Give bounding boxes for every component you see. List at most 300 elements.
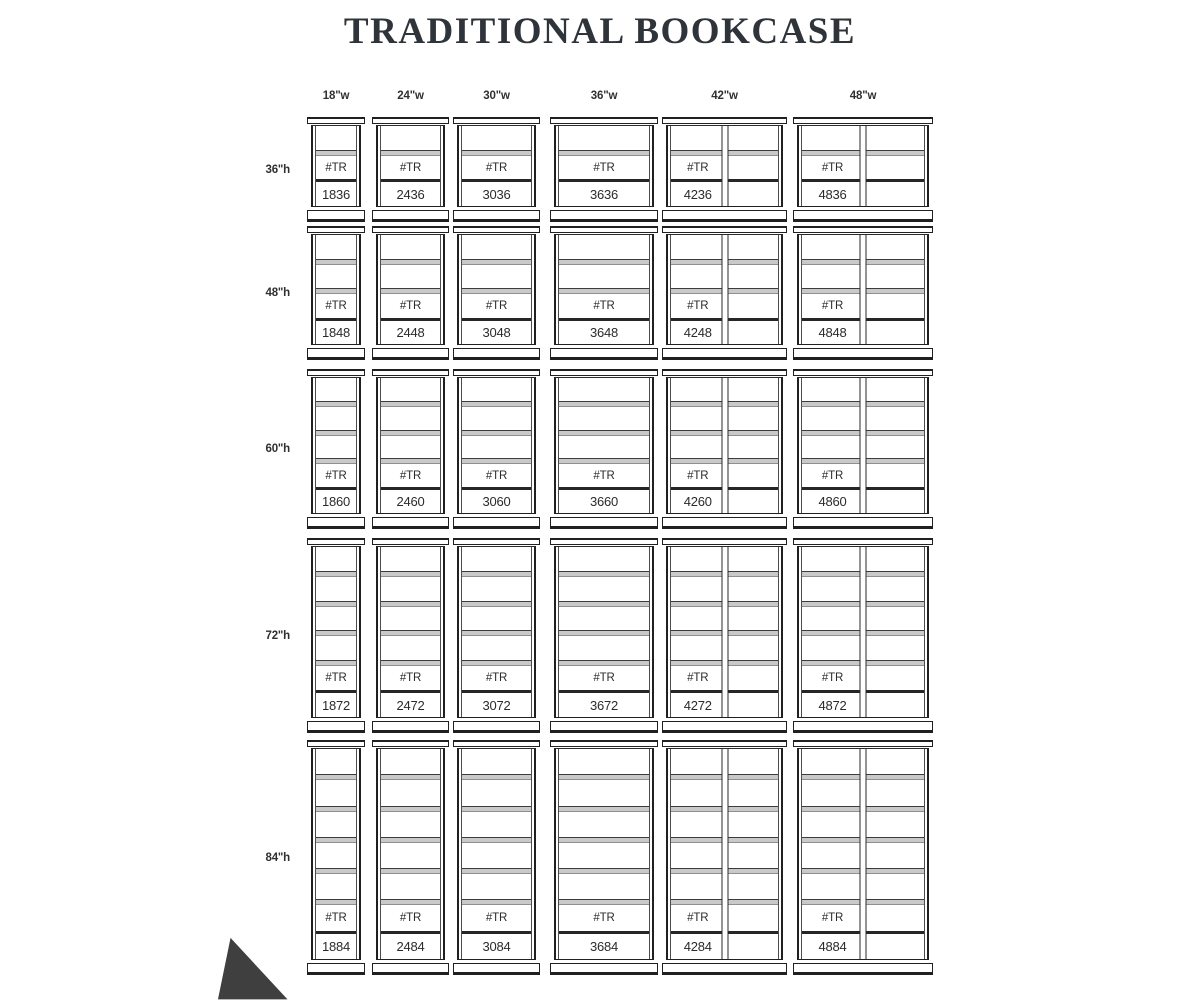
- shelf-section: [462, 294, 531, 318]
- model-number: 3660: [589, 494, 619, 510]
- bookcase-interior: [670, 749, 779, 959]
- shelf-section: [559, 636, 649, 660]
- bookcase-body: [554, 546, 654, 718]
- product-code-label: #TR: [821, 912, 844, 925]
- shelf-section: [381, 934, 440, 959]
- model-number: 4248: [683, 324, 712, 340]
- bookcase-base: [662, 721, 787, 733]
- bookcase-body: [311, 748, 361, 960]
- model-number: 4836: [818, 186, 847, 202]
- shelf-section: [462, 235, 531, 259]
- bookcase-top-cap: [307, 740, 365, 747]
- product-code-label: #TR: [687, 469, 709, 482]
- bookcase-top-cap: [453, 538, 540, 545]
- bookcase-4284: [662, 740, 787, 975]
- bookcase-top-cap: [372, 226, 449, 233]
- shelf-section: [559, 874, 649, 899]
- bookcase-top-cap: [662, 226, 787, 233]
- bookcase-base: [307, 721, 365, 733]
- bookcase-interior: [380, 235, 441, 344]
- shelf-section: [381, 378, 440, 401]
- bookcase-top-cap: [550, 117, 658, 124]
- shelf-section: [462, 321, 531, 345]
- shelf-section: [462, 182, 531, 206]
- shelf-section: [316, 321, 356, 345]
- model-number: 3084: [482, 938, 511, 954]
- shelf-section: [381, 905, 440, 930]
- shelf-section: [381, 547, 440, 571]
- bookcase-body: [376, 546, 445, 718]
- shelf-section: [316, 934, 356, 959]
- bookcase-base: [372, 721, 449, 733]
- bookcase-base: [793, 517, 933, 529]
- bookcase-interior: [315, 378, 357, 513]
- bookcase-4884: [793, 740, 933, 975]
- shelf-section: [462, 378, 531, 401]
- product-code-label: #TR: [325, 672, 347, 685]
- bookcase-interior: [670, 547, 779, 717]
- shelf-section: [559, 464, 649, 487]
- product-code-label: #TR: [593, 299, 615, 312]
- bookcase-interior: [558, 749, 650, 959]
- bookcase-body: [376, 234, 445, 345]
- shelf-section: [316, 874, 356, 899]
- shelf-section: [559, 693, 649, 717]
- bookcase-2472: [372, 538, 449, 733]
- bookcase-3672: [550, 538, 658, 733]
- bookcase-base: [372, 517, 449, 529]
- model-number: 1860: [321, 494, 351, 510]
- shelf-section: [559, 812, 649, 837]
- bookcase-interior: [558, 378, 650, 513]
- shelf-section: [462, 693, 531, 717]
- bookcase-body: [797, 748, 929, 960]
- bookcase-base: [453, 721, 540, 733]
- bookcase-interior: [801, 378, 925, 513]
- shelf-section: [462, 577, 531, 601]
- bookcase-interior: [315, 126, 357, 206]
- column-header-48w: 48"w: [849, 90, 877, 102]
- shelf-section: [462, 780, 531, 805]
- column-header-30w: 30"w: [483, 90, 510, 102]
- bookcase-base: [453, 517, 540, 529]
- shelf-section: [559, 436, 649, 459]
- shelf-section: [316, 607, 356, 631]
- bookcase-top-cap: [372, 740, 449, 747]
- column-header-18w: 18"w: [322, 90, 350, 102]
- bookcase-top-cap: [307, 538, 365, 545]
- bookcase-body: [376, 125, 445, 207]
- center-divider: [721, 235, 728, 344]
- shelf-section: [316, 156, 356, 180]
- shelf-section: [381, 874, 440, 899]
- shelf-section: [316, 577, 356, 601]
- product-code-label: #TR: [485, 161, 508, 174]
- shelf-section: [316, 749, 356, 774]
- bookcase-base: [453, 963, 540, 975]
- bookcase-body: [666, 546, 783, 718]
- shelf-section: [559, 490, 649, 513]
- shelf-section: [381, 780, 440, 805]
- center-divider: [860, 126, 867, 206]
- bookcase-body: [666, 125, 783, 207]
- bookcase-interior: [315, 547, 357, 717]
- shelf-section: [381, 577, 440, 601]
- shelf-section: [462, 490, 531, 513]
- shelf-section: [462, 666, 531, 690]
- bookcase-top-cap: [453, 226, 540, 233]
- shelf-section: [381, 436, 440, 459]
- bookcase-top-cap: [372, 538, 449, 545]
- bookcase-top-cap: [793, 740, 933, 747]
- model-number: 4284: [683, 938, 712, 954]
- bookcase-body: [797, 234, 929, 345]
- model-number: 4260: [683, 494, 712, 510]
- bookcase-base: [372, 210, 449, 222]
- bookcase-4272: [662, 538, 787, 733]
- shelf-section: [462, 464, 531, 487]
- shelf-section: [462, 874, 531, 899]
- bookcase-top-cap: [662, 538, 787, 545]
- product-code-label: #TR: [593, 912, 615, 925]
- bookcase-base: [662, 348, 787, 360]
- bookcase-body: [311, 546, 361, 718]
- shelf-section: [381, 666, 440, 690]
- shelf-section: [559, 235, 649, 259]
- bookcase-body: [457, 546, 536, 718]
- shelf-section: [462, 905, 531, 930]
- shelf-section: [316, 126, 356, 150]
- bookcase-interior: [461, 235, 532, 344]
- bookcase-base: [307, 963, 365, 975]
- bookcase-interior: [558, 547, 650, 717]
- bookcase-3648: [550, 226, 658, 360]
- shelf-section: [381, 749, 440, 774]
- bookcase-base: [372, 963, 449, 975]
- shelf-section: [381, 321, 440, 345]
- bookcase-base: [550, 517, 658, 529]
- shelf-section: [462, 934, 531, 959]
- center-divider: [721, 749, 728, 959]
- bookcase-interior: [670, 126, 779, 206]
- shelf-section: [462, 407, 531, 430]
- bookcase-4236: [662, 117, 787, 222]
- center-divider: [721, 126, 728, 206]
- bookcase-top-cap: [793, 369, 933, 376]
- bookcase-base: [793, 348, 933, 360]
- product-code-label: #TR: [325, 299, 347, 312]
- bookcase-1836: [307, 117, 365, 222]
- bookcase-3084: [453, 740, 540, 975]
- product-code-label: #TR: [485, 672, 508, 685]
- bookcase-top-cap: [793, 226, 933, 233]
- shelf-section: [462, 636, 531, 660]
- shelf-section: [559, 905, 649, 930]
- shelf-section: [462, 749, 531, 774]
- shelf-section: [559, 607, 649, 631]
- bookcase-3684: [550, 740, 658, 975]
- bookcase-top-cap: [793, 117, 933, 124]
- model-number: 2460: [396, 494, 425, 510]
- shelf-section: [316, 905, 356, 930]
- bookcase-body: [666, 377, 783, 514]
- bookcase-3036: [453, 117, 540, 222]
- product-code-label: #TR: [593, 469, 615, 482]
- shelf-section: [381, 156, 440, 180]
- model-number: 2436: [396, 186, 425, 202]
- bookcase-body: [554, 234, 654, 345]
- model-number: 4236: [683, 186, 712, 202]
- model-number: 4272: [683, 697, 712, 713]
- bookcase-1860: [307, 369, 365, 529]
- shelf-section: [559, 407, 649, 430]
- shelf-section: [381, 407, 440, 430]
- shelf-section: [559, 294, 649, 318]
- bookcase-base: [307, 348, 365, 360]
- model-number: 3060: [482, 494, 511, 510]
- bookcase-base: [793, 963, 933, 975]
- bookcase-3060: [453, 369, 540, 529]
- shelf-section: [559, 378, 649, 401]
- bookcase-body: [797, 377, 929, 514]
- product-code-label: #TR: [325, 469, 347, 482]
- bookcase-top-cap: [372, 117, 449, 124]
- bookcase-interior: [380, 749, 441, 959]
- bookcase-top-cap: [307, 226, 365, 233]
- bookcase-4872: [793, 538, 933, 733]
- shelf-section: [559, 126, 649, 150]
- shelf-section: [559, 577, 649, 601]
- product-code-label: #TR: [821, 469, 844, 482]
- model-number: 3036: [482, 186, 511, 202]
- bookcase-top-cap: [453, 369, 540, 376]
- bookcase-top-cap: [550, 369, 658, 376]
- model-number: 2448: [396, 324, 425, 340]
- model-number: 3072: [482, 697, 511, 713]
- bookcase-interior: [670, 378, 779, 513]
- shelf-section: [462, 812, 531, 837]
- row-label-48h: 48"h: [265, 287, 290, 299]
- shelf-section: [316, 812, 356, 837]
- shelf-section: [381, 235, 440, 259]
- model-number: 3684: [589, 938, 619, 954]
- bookcase-base: [662, 517, 787, 529]
- bookcase-top-cap: [662, 740, 787, 747]
- bookcase-body: [311, 377, 361, 514]
- bookcase-top-cap: [793, 538, 933, 545]
- row-label-72h: 72"h: [265, 629, 290, 642]
- bookcase-1872: [307, 538, 365, 733]
- shelf-section: [462, 126, 531, 150]
- bookcase-base: [307, 517, 365, 529]
- product-code-label: #TR: [687, 672, 709, 685]
- product-code-label: #TR: [399, 912, 422, 925]
- product-code-label: #TR: [399, 469, 422, 482]
- bookcase-body: [311, 234, 361, 345]
- bookcase-interior: [461, 749, 532, 959]
- model-number: 2484: [396, 938, 425, 954]
- shelf-section: [559, 666, 649, 690]
- bookcase-base: [307, 210, 365, 222]
- shelf-section: [381, 490, 440, 513]
- bookcase-top-cap: [453, 740, 540, 747]
- page-title: TRADITIONAL BOOKCASE: [343, 11, 857, 52]
- model-number: 1884: [321, 938, 351, 954]
- shelf-section: [381, 812, 440, 837]
- bookcase-interior: [558, 126, 650, 206]
- bookcase-interior: [670, 235, 779, 344]
- row-label-36h: 36"h: [265, 163, 290, 176]
- shelf-section: [316, 265, 356, 289]
- shelf-section: [316, 182, 356, 206]
- bookcase-interior: [461, 126, 532, 206]
- bookcase-base: [662, 210, 787, 222]
- bookcase-interior: [380, 378, 441, 513]
- bookcase-4836: [793, 117, 933, 222]
- bookcase-3636: [550, 117, 658, 222]
- bookcase-interior: [315, 749, 357, 959]
- bookcase-body: [666, 234, 783, 345]
- row-label-84h: 84"h: [265, 851, 290, 864]
- model-number: 3636: [589, 186, 619, 202]
- product-code-label: #TR: [325, 912, 347, 925]
- bookcase-base: [550, 210, 658, 222]
- shelf-section: [559, 321, 649, 345]
- bookcase-4860: [793, 369, 933, 529]
- shelf-section: [559, 934, 649, 959]
- bookcase-base: [550, 721, 658, 733]
- shelf-section: [381, 126, 440, 150]
- shelf-section: [316, 547, 356, 571]
- bookcase-top-cap: [662, 369, 787, 376]
- product-code-label: #TR: [399, 299, 422, 312]
- shelf-section: [316, 436, 356, 459]
- shelf-section: [462, 547, 531, 571]
- bookcase-interior: [801, 547, 925, 717]
- bookcase-body: [457, 234, 536, 345]
- product-code-label: #TR: [687, 299, 709, 312]
- shelf-section: [559, 182, 649, 206]
- shelf-section: [381, 265, 440, 289]
- shelf-section: [381, 182, 440, 206]
- model-number: 1848: [321, 324, 351, 340]
- bookcase-body: [457, 748, 536, 960]
- bookcase-top-cap: [662, 117, 787, 124]
- center-divider: [860, 547, 867, 717]
- product-code-label: #TR: [821, 672, 844, 685]
- model-number: 2472: [396, 697, 425, 713]
- product-code-label: #TR: [687, 161, 709, 174]
- bookcase-2448: [372, 226, 449, 360]
- bookcase-top-cap: [372, 369, 449, 376]
- shelf-section: [559, 156, 649, 180]
- product-code-label: #TR: [485, 299, 508, 312]
- row-label-60h: 60"h: [265, 443, 290, 455]
- bookcase-body: [797, 546, 929, 718]
- bookcase-1848: [307, 226, 365, 360]
- shelf-section: [316, 490, 356, 513]
- column-header-24w: 24"w: [397, 90, 424, 102]
- shelf-section: [381, 607, 440, 631]
- bookcase-base: [662, 963, 787, 975]
- bookcase-interior: [461, 547, 532, 717]
- model-number: 4884: [818, 938, 847, 954]
- shelf-section: [381, 294, 440, 318]
- product-code-label: #TR: [821, 299, 844, 312]
- bookcase-interior: [461, 378, 532, 513]
- shelf-section: [462, 265, 531, 289]
- bookcase-body: [457, 125, 536, 207]
- shelf-section: [559, 780, 649, 805]
- shelf-section: [559, 843, 649, 868]
- shelf-section: [381, 693, 440, 717]
- bookcase-base: [550, 348, 658, 360]
- model-number: 3672: [589, 697, 619, 713]
- bookcase-interior: [380, 126, 441, 206]
- shelf-section: [559, 265, 649, 289]
- shelf-section: [316, 464, 356, 487]
- bookcase-2460: [372, 369, 449, 529]
- bookcase-4248: [662, 226, 787, 360]
- model-number: 1872: [321, 697, 351, 713]
- model-number: 3648: [589, 324, 619, 340]
- bookcase-1884: [307, 740, 365, 975]
- bookcase-body: [457, 377, 536, 514]
- bookcase-body: [311, 125, 361, 207]
- bookcase-interior: [801, 749, 925, 959]
- bookcase-interior: [801, 235, 925, 344]
- bookcase-interior: [558, 235, 650, 344]
- bookcase-body: [666, 748, 783, 960]
- bookcase-top-cap: [453, 117, 540, 124]
- model-number: 4860: [818, 494, 847, 510]
- bookcase-body: [554, 125, 654, 207]
- bookcase-3048: [453, 226, 540, 360]
- product-code-label: #TR: [485, 912, 508, 925]
- bookcase-base: [453, 210, 540, 222]
- bookcase-base: [793, 721, 933, 733]
- center-divider: [860, 749, 867, 959]
- bookcase-base: [372, 348, 449, 360]
- shelf-section: [316, 780, 356, 805]
- shelf-section: [316, 235, 356, 259]
- bookcase-4848: [793, 226, 933, 360]
- shelf-section: [462, 436, 531, 459]
- bookcase-4260: [662, 369, 787, 529]
- shelf-section: [381, 464, 440, 487]
- product-code-label: #TR: [821, 161, 844, 174]
- shelf-section: [381, 636, 440, 660]
- bookcase-interior: [380, 547, 441, 717]
- bookcase-top-cap: [307, 369, 365, 376]
- bookcase-top-cap: [550, 740, 658, 747]
- bookcase-body: [376, 377, 445, 514]
- product-code-label: #TR: [399, 672, 422, 685]
- center-divider: [721, 547, 728, 717]
- column-header-42w: 42"w: [711, 90, 738, 102]
- bookcase-top-cap: [550, 538, 658, 545]
- model-number: 1836: [321, 186, 351, 202]
- shelf-section: [462, 843, 531, 868]
- product-code-label: #TR: [593, 672, 615, 685]
- bookcase-3072: [453, 538, 540, 733]
- model-number: 3048: [482, 324, 511, 340]
- shelf-section: [316, 294, 356, 318]
- shelf-section: [316, 693, 356, 717]
- bookcase-top-cap: [550, 226, 658, 233]
- shelf-section: [316, 843, 356, 868]
- column-header-36w: 36"w: [590, 90, 618, 102]
